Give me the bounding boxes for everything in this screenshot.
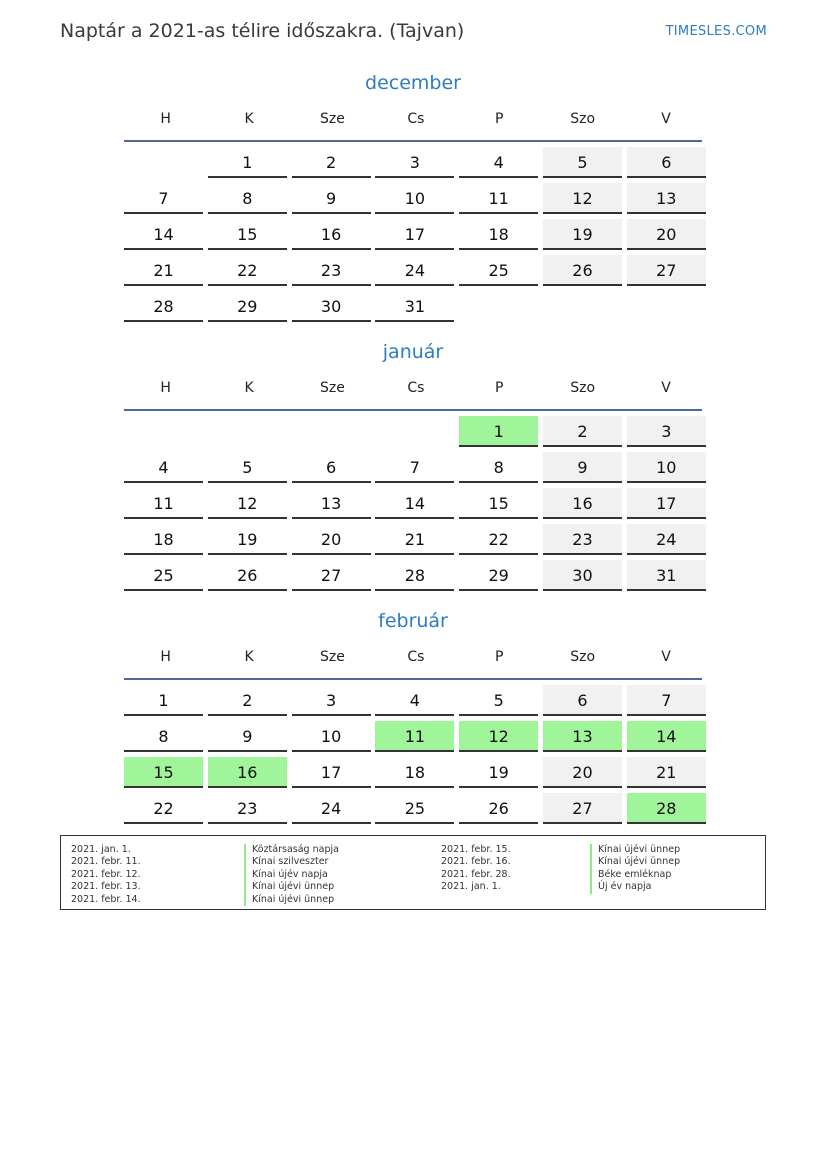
day-cell: 8 xyxy=(124,721,203,752)
day-cell: 19 xyxy=(208,524,287,555)
holiday-day-cell: 14 xyxy=(627,721,706,752)
day-cell: 26 xyxy=(208,560,287,591)
weekday-label: Szo xyxy=(570,111,596,127)
day-cell: 1 xyxy=(208,147,287,178)
day-cell: 10 xyxy=(375,183,454,214)
day-cell: 28 xyxy=(375,560,454,591)
day-cell: 6 xyxy=(292,452,371,483)
day-cell: 25 xyxy=(459,255,538,286)
legend-date: 2021. febr. 14. xyxy=(71,893,141,905)
day-cell: 17 xyxy=(292,757,371,788)
day-cell: 5 xyxy=(459,685,538,716)
weekend-day-cell: 26 xyxy=(543,255,622,286)
holiday-day-cell: 15 xyxy=(124,757,203,788)
day-cell: 23 xyxy=(208,793,287,824)
legend-holiday-name: Kínai újév napja xyxy=(244,869,339,881)
day-cell: 22 xyxy=(459,524,538,555)
legend-date: 2021. febr. 28. xyxy=(441,868,511,880)
day-grid xyxy=(124,685,702,829)
weekday-label: K xyxy=(244,649,254,665)
weekday-label: H xyxy=(160,380,171,396)
day-cell: 20 xyxy=(292,524,371,555)
holiday-day-cell: 1 xyxy=(459,416,538,447)
legend-holiday-name: Köztársaság napja xyxy=(244,844,339,856)
day-cell: 22 xyxy=(124,793,203,824)
day-cell: 1 xyxy=(124,685,203,716)
day-cell: 15 xyxy=(459,488,538,519)
empty-cell xyxy=(375,416,454,447)
legend-names-right xyxy=(590,844,680,894)
legend-date: 2021. febr. 11. xyxy=(71,856,141,868)
day-cell: 29 xyxy=(208,291,287,322)
weekday-label: Sze xyxy=(320,111,345,127)
brand-logo-text[interactable]: TIMESLES.COM xyxy=(665,24,767,39)
weekend-day-cell: 31 xyxy=(627,560,706,591)
day-cell: 14 xyxy=(124,219,203,250)
day-cell: 22 xyxy=(208,255,287,286)
empty-cell xyxy=(124,147,203,178)
weekday-label: Sze xyxy=(320,649,345,665)
day-cell: 8 xyxy=(208,183,287,214)
weekend-day-cell: 12 xyxy=(543,183,622,214)
day-cell: 10 xyxy=(292,721,371,752)
month-january xyxy=(124,339,702,596)
holiday-day-cell: 16 xyxy=(208,757,287,788)
day-cell: 13 xyxy=(292,488,371,519)
legend-holiday-name: Kínai szilveszter xyxy=(244,856,339,868)
legend-date: 2021. febr. 15. xyxy=(441,844,511,855)
legend-dates-left xyxy=(71,844,141,906)
weekday-label: P xyxy=(495,380,504,396)
day-cell: 16 xyxy=(292,219,371,250)
month-title: január xyxy=(382,341,444,363)
month-title: december xyxy=(365,72,461,94)
day-cell: 7 xyxy=(124,183,203,214)
month-title: február xyxy=(378,610,448,632)
day-cell: 29 xyxy=(459,560,538,591)
holiday-day-cell: 28 xyxy=(627,793,706,824)
day-cell: 14 xyxy=(375,488,454,519)
weekend-day-cell: 24 xyxy=(627,524,706,555)
day-cell: 23 xyxy=(292,255,371,286)
day-cell: 25 xyxy=(124,560,203,591)
weekend-day-cell: 3 xyxy=(627,416,706,447)
weekday-label: Szo xyxy=(570,649,596,665)
weekend-day-cell: 30 xyxy=(543,560,622,591)
legend-date: 2021. febr. 13. xyxy=(71,881,141,893)
weekend-day-cell: 27 xyxy=(543,793,622,824)
day-cell: 31 xyxy=(375,291,454,322)
weekend-day-cell: 5 xyxy=(543,147,622,178)
legend-date: 2021. jan. 1. xyxy=(71,844,131,855)
legend-holiday-name: Kínai újévi ünnep xyxy=(244,881,339,893)
day-cell: 4 xyxy=(459,147,538,178)
day-cell: 7 xyxy=(375,452,454,483)
day-cell: 9 xyxy=(292,183,371,214)
day-cell: 3 xyxy=(375,147,454,178)
legend-holiday-name: Kínai újévi ünnep xyxy=(590,844,680,856)
day-cell: 18 xyxy=(459,219,538,250)
weekday-label: Cs xyxy=(407,649,425,665)
day-cell: 24 xyxy=(292,793,371,824)
legend-names-left xyxy=(244,844,339,906)
day-grid xyxy=(124,147,702,327)
day-cell: 9 xyxy=(208,721,287,752)
day-cell: 11 xyxy=(459,183,538,214)
legend-holiday-name: Kínai újévi ünnep xyxy=(590,856,680,868)
weekday-label: H xyxy=(160,649,171,665)
weekday-label: P xyxy=(495,649,504,665)
day-cell: 2 xyxy=(292,147,371,178)
weekday-label: Sze xyxy=(320,380,345,396)
legend-dates-right xyxy=(441,844,511,894)
day-cell: 26 xyxy=(459,793,538,824)
weekday-label: P xyxy=(495,111,504,127)
weekend-day-cell: 6 xyxy=(627,147,706,178)
weekend-day-cell: 16 xyxy=(543,488,622,519)
month-december xyxy=(124,70,702,327)
day-cell: 2 xyxy=(208,685,287,716)
day-cell: 28 xyxy=(124,291,203,322)
day-cell: 4 xyxy=(124,452,203,483)
day-cell: 21 xyxy=(375,524,454,555)
legend-holiday-name: Béke emléknap xyxy=(590,869,680,881)
day-grid xyxy=(124,416,702,596)
weekend-day-cell: 20 xyxy=(627,219,706,250)
weekday-label: Cs xyxy=(407,111,425,127)
day-cell: 30 xyxy=(292,291,371,322)
day-cell: 18 xyxy=(124,524,203,555)
weekend-day-cell: 13 xyxy=(627,183,706,214)
holiday-legend xyxy=(60,835,766,910)
weekend-day-cell: 20 xyxy=(543,757,622,788)
weekend-day-cell: 21 xyxy=(627,757,706,788)
holiday-day-cell: 12 xyxy=(459,721,538,752)
day-cell: 19 xyxy=(459,757,538,788)
day-cell: 24 xyxy=(375,255,454,286)
legend-date: 2021. febr. 12. xyxy=(71,868,141,880)
legend-date: 2021. jan. 1. xyxy=(441,881,501,893)
weekend-day-cell: 27 xyxy=(627,255,706,286)
holiday-day-cell: 13 xyxy=(543,721,622,752)
weekday-label: H xyxy=(160,111,171,127)
day-cell: 11 xyxy=(124,488,203,519)
day-cell: 12 xyxy=(208,488,287,519)
weekend-day-cell: 7 xyxy=(627,685,706,716)
legend-date: 2021. febr. 16. xyxy=(441,856,511,868)
weekend-day-cell: 10 xyxy=(627,452,706,483)
day-cell: 8 xyxy=(459,452,538,483)
weekend-day-cell: 2 xyxy=(543,416,622,447)
weekday-label: K xyxy=(244,380,254,396)
day-cell: 17 xyxy=(375,219,454,250)
empty-cell xyxy=(124,416,203,447)
day-cell: 5 xyxy=(208,452,287,483)
weekday-label: V xyxy=(661,111,671,127)
weekend-day-cell: 9 xyxy=(543,452,622,483)
weekend-day-cell: 17 xyxy=(627,488,706,519)
legend-holiday-name: Kínai újévi ünnep xyxy=(244,894,339,906)
holiday-day-cell: 11 xyxy=(375,721,454,752)
day-cell: 27 xyxy=(292,560,371,591)
weekday-label: Szo xyxy=(570,380,596,396)
day-cell: 21 xyxy=(124,255,203,286)
weekday-label: V xyxy=(661,649,671,665)
legend-holiday-name: Új év napja xyxy=(590,881,680,893)
day-cell: 15 xyxy=(208,219,287,250)
weekend-day-cell: 19 xyxy=(543,219,622,250)
month-february xyxy=(124,608,702,829)
weekday-label: Cs xyxy=(407,380,425,396)
weekday-header xyxy=(124,634,702,680)
empty-cell xyxy=(292,416,371,447)
day-cell: 25 xyxy=(375,793,454,824)
weekday-header xyxy=(124,365,702,411)
day-cell: 3 xyxy=(292,685,371,716)
weekday-header xyxy=(124,96,702,142)
weekday-label: K xyxy=(244,111,254,127)
day-cell: 4 xyxy=(375,685,454,716)
weekend-day-cell: 23 xyxy=(543,524,622,555)
day-cell: 18 xyxy=(375,757,454,788)
weekend-day-cell: 6 xyxy=(543,685,622,716)
weekday-label: V xyxy=(661,380,671,396)
page-title: Naptár a 2021-as télire időszakra. (Tajvan) xyxy=(60,20,465,42)
empty-cell xyxy=(208,416,287,447)
